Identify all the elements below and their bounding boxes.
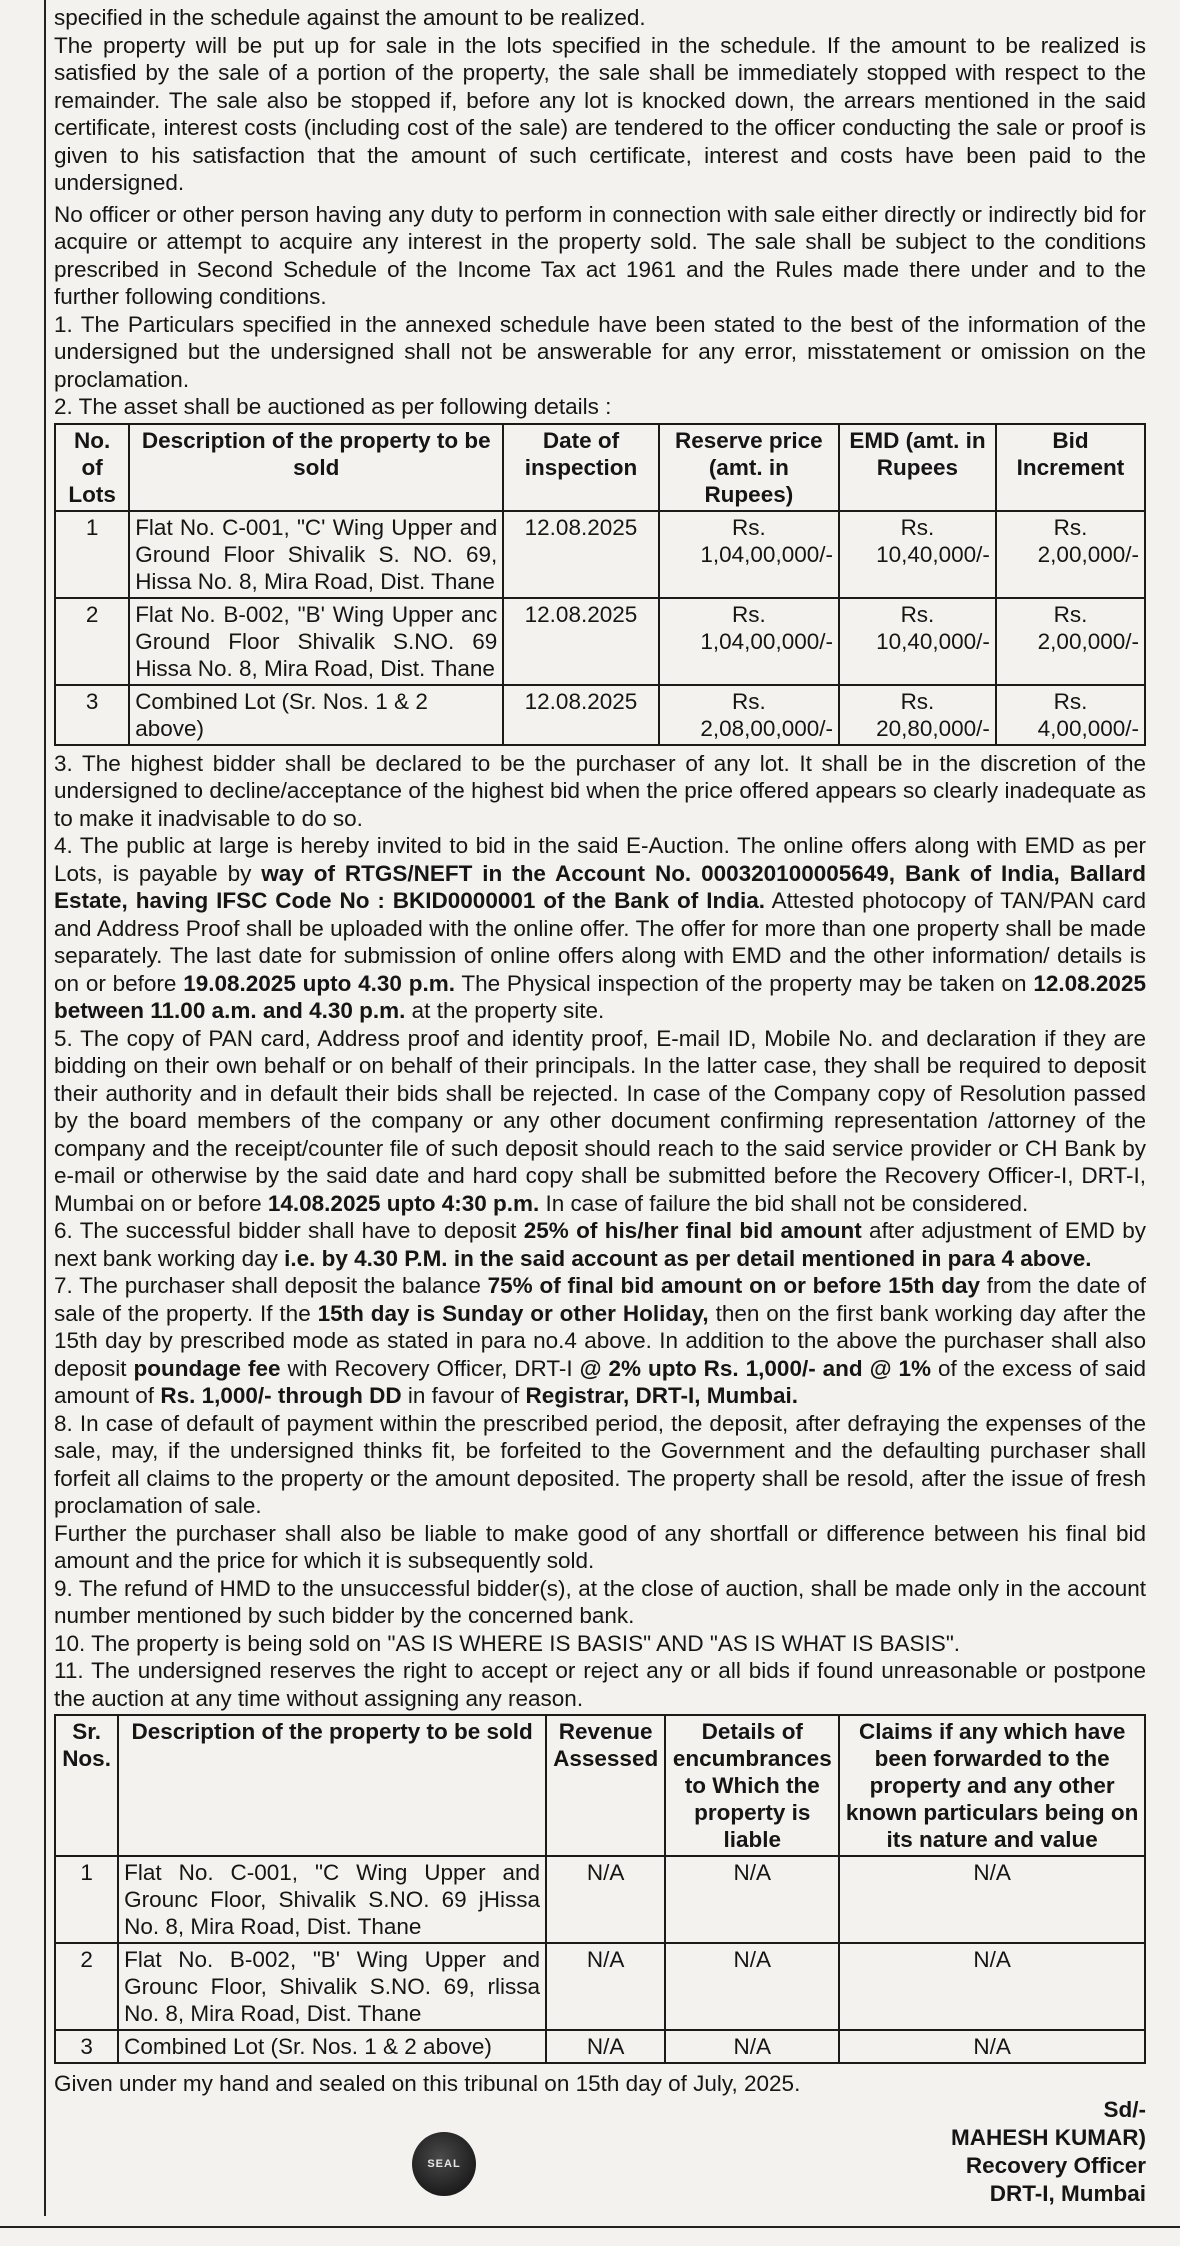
amount: 1,04,00,000/- (700, 541, 833, 567)
text: of the excess of said amount of (54, 1355, 1147, 1408)
auction-lots-table (54, 423, 1146, 746)
text: from the date of sale of the property. If the (54, 1273, 1146, 1326)
property-description: Flat No. C-001, "C Wing Upper and Grounc Floor, Shivalik S.NO. 69 jHissa No. 8, Mira Road, Dist. Thane (118, 1856, 546, 1943)
payee: Registrar, DRT-I, Mumbai. (525, 1383, 799, 1408)
balance-deposit: 75% of final bid amount on or before 15th day (487, 1273, 980, 1298)
lot-reserve-price (659, 511, 839, 598)
condition-9: 9. The refund of HMD to the unsuccessful bidder(s), at the close of auction, shall be made only in the account number mentioned by such bidder by the concerned bank. (54, 1575, 1146, 1628)
lot-bid-increment (996, 511, 1145, 598)
text: In case of failure the bid shall not be considered. (539, 1190, 1029, 1216)
lot-inspection-date: 12.08.2025 (503, 685, 658, 745)
lot-bid-increment (996, 685, 1145, 745)
claims-value: N/A (839, 1856, 1145, 1943)
officer-name: MAHESH KUMAR) (951, 2125, 1146, 2150)
bottom-border-rule (0, 2226, 1180, 2228)
text: 5. The copy of PAN card, Address proof and identity proof, E-mail ID, Mobile No. and declaration if they are bidding on their own behalf or on behalf of their principals. In the latter case, they shall be required to deposit their authority and in default their bids shall be rejected. In case of the Company copy of Resolution passed by the board members of the company or any other document confirming representation /attorney of the company and the receipt/counter file of such deposit should reach to the said service provider or CH Bank by e-mail or otherwise by the said date and hard copy shall be submitted before the Recovery Officer-I, DRT-I, Mumbai on or before (54, 1025, 1146, 1216)
currency-label: Rs. (1053, 688, 1088, 714)
condition-8-further: Further the purchaser shall also be liable to make good of any shortfall or difference between his final bid amount and the price for which it is subsequently sold. (54, 1520, 1146, 1573)
text: then on the first bank working day after the 15th day by prescribed mode as stated in para no.4 above. In addition to the above the purchaser shall also deposit (54, 1300, 1147, 1381)
currency-label: Rs. (900, 688, 935, 714)
header-emd: EMD (amt. in Rupees (839, 424, 996, 511)
amount: 2,00,000/- (1037, 628, 1139, 654)
text: after adjustment of EMD by next bank working day (54, 1218, 1146, 1271)
table-header-row (55, 424, 1145, 511)
condition-7 (54, 1272, 1146, 1410)
given-under-hand-line: Given under my hand and sealed on this tribunal on 15th day of July, 2025. (54, 2071, 801, 2096)
claims-value: N/A (839, 2030, 1145, 2063)
condition-10: 10. The property is being sold on "AS IS WHERE IS BASIS" AND "AS IS WHAT IS BASIS". (54, 1630, 961, 1656)
lot-description: Combined Lot (Sr. Nos. 1 & 2 above) (129, 685, 503, 745)
left-border-rule (44, 0, 46, 2216)
amount: 2,08,00,000/- (700, 715, 833, 741)
currency-label: Rs. (1053, 514, 1088, 540)
header-claims: Claims if any which have been forwarded to the property and any other known particulars being on its nature and value (839, 1715, 1145, 1856)
seal-stamp: SEAL (412, 2132, 476, 2196)
lot-description: Flat No. C-001, "C' Wing Upper and Ground Floor Shivalik S. NO. 69, Hissa No. 8, Mira Road, Dist. Thane (129, 511, 503, 598)
serial-number: 3 (55, 2030, 118, 2063)
currency-label: Rs. (1053, 601, 1088, 627)
header-date-of-inspection: Date of inspection (503, 424, 658, 511)
poundage-rate: @ 2% upto Rs. 1,000/- and @ 1% (579, 1355, 932, 1381)
signature-sd: Sd/- (1103, 2097, 1146, 2122)
bank-account-details: way of RTGS/NEFT in the Account No. 000320100005649, Bank of India, Ballard Estate, having IFSC Code No : BKID0000001 of the Bank of India. (54, 860, 1147, 913)
serial-number: 2 (55, 1943, 118, 2030)
lot-reserve-price (659, 685, 839, 745)
encumbrance-value: N/A (665, 1856, 839, 1943)
property-description: Flat No. B-002, "B' Wing Upper and Grounc Floor, Shivalik S.NO. 69, rlissa No. 8, Mira Road, Dist. Thane (118, 1943, 546, 2030)
text: Attested photocopy of TAN/PAN card and Address Proof shall be uploaded with the online offer. The offer for more than one property shall be made separately. The last date for submission of online offers along with EMD and the other information/ details is on or before (54, 888, 1146, 996)
amount: 1,04,00,000/- (700, 628, 833, 654)
lot-number: 2 (55, 598, 129, 685)
text: with Recovery Officer, DRT-I (280, 1355, 580, 1381)
header-description: Description of the property to be sold (129, 424, 503, 511)
header-description: Description of the property to be sold (118, 1715, 546, 1856)
condition-11: 11. The undersigned reserves the right to accept or reject any or all bids if found unreasonable or postpone the auction at any time without assigning any reason. (54, 1658, 1146, 1711)
amount: 2,00,000/- (1037, 541, 1139, 567)
condition-4 (54, 832, 1146, 1025)
text: at the property site. (405, 998, 605, 1023)
inspection-window: 12.08.2025 between 11.00 a.m. and 4.30 p.m. (54, 970, 1146, 1023)
intro-paragraph-no-officer: No officer or other person having any duty to perform in connection with sale either directly or indirectly bid for acquire or attempt to acquire any interest in the property sold. The sale shall be subject to the conditions prescribed in Second Schedule of the Income Tax act 1961 and the Rules made there under and to the further following conditions. (54, 201, 1146, 309)
condition-6 (54, 1217, 1146, 1272)
condition-1: 1. The Particulars specified in the annexed schedule have been stated to the best of the information of the undersigned but the undersigned shall not be answerable for any error, misstatement or omission on the proclamation. (54, 311, 1146, 392)
text: The Physical inspection of the property may be taken on (454, 970, 1034, 996)
header-sr-nos: Sr. Nos. (55, 1715, 118, 1856)
text: 4. The public at large is hereby invited to bid in the said E-Auction. The online offers along with EMD as per Lots, is payable by (54, 833, 1146, 886)
table-row (55, 1856, 1145, 1943)
dd-amount: Rs. 1,000/- through DD (160, 1383, 402, 1408)
officer-title: Recovery Officer (965, 2153, 1146, 2178)
currency-label: Rs. (900, 601, 935, 627)
text: in favour of (401, 1383, 526, 1408)
lot-number: 1 (55, 511, 129, 598)
header-encumbrances: Details of encumbrances to Which the property is liable (665, 1715, 839, 1856)
currency-label: Rs. (731, 514, 766, 540)
encumbrance-value: N/A (665, 2030, 839, 2063)
revenue-value: N/A (546, 1856, 665, 1943)
last-date: 19.08.2025 upto 4.30 p.m. (183, 970, 455, 996)
text: 6. The successful bidder shall have to deposit (54, 1218, 524, 1243)
table-header-row (55, 1715, 1145, 1856)
header-revenue-assessed: Revenue Assessed (546, 1715, 665, 1856)
lot-emd (839, 685, 996, 745)
header-reserve-price: Reserve price (amt. in Rupees) (659, 424, 839, 511)
condition-5 (54, 1025, 1146, 1218)
header-no-of-lots: No. of Lots (55, 424, 129, 511)
poundage-fee: poundage fee (133, 1355, 281, 1381)
lot-bid-increment (996, 598, 1145, 685)
currency-label: Rs. (731, 688, 766, 714)
currency-label: Rs. (900, 514, 935, 540)
table-row (55, 685, 1145, 745)
serial-number: 1 (55, 1856, 118, 1943)
intro-paragraph-sale-in-lots: The property will be put up for sale in the lots specified in the schedule. If the amount to be realized is satisfied by the sale of a portion of the property, the sale shall be immediately stopped with respect to the remainder. The sale also be stopped if, before any lot is knocked down, the arrears mentioned in the said certificate, interest costs (including cost of the sale) are tendered to the officer conducting the sale or proof is given to his satisfaction that the amount of such certificate, interest and costs have been paid to the undersigned. (54, 32, 1146, 195)
lot-description: Flat No. B-002, "B' Wing Upper anc Ground Floor Shivalik S.NO. 69 Hissa No. 8, Mira Road, Dist. Thane (129, 598, 503, 685)
condition-3: 3. The highest bidder shall be declared to be the purchaser of any lot. It shall be in the discretion of the undersigned to decline/acceptance of the highest bid when the price offered appears so clearly inadequate as to make it inadvisable to do so. (54, 750, 1146, 831)
intro-fragment: specified in the schedule against the amount to be realized. (54, 5, 646, 30)
claims-value: N/A (839, 1943, 1145, 2030)
amount: 10,40,000/- (876, 541, 990, 567)
amount: 20,80,000/- (876, 715, 990, 741)
signature-block (951, 2096, 1146, 2208)
table-row (55, 2030, 1145, 2063)
holiday-clause: 15th day is Sunday or other Holiday, (317, 1300, 709, 1326)
lot-reserve-price (659, 598, 839, 685)
text: 7. The purchaser shall deposit the balance (54, 1273, 488, 1298)
lot-inspection-date: 12.08.2025 (503, 511, 658, 598)
property-schedule-table (54, 1714, 1146, 2064)
table-row (55, 598, 1145, 685)
encumbrance-value: N/A (665, 1943, 839, 2030)
property-description: Combined Lot (Sr. Nos. 1 & 2 above) (118, 2030, 546, 2063)
hard-copy-deadline: 14.08.2025 upto 4:30 p.m. (267, 1190, 540, 1216)
deposit-percentage: 25% of his/her final bid amount (523, 1218, 862, 1243)
currency-label: Rs. (731, 601, 766, 627)
lot-inspection-date: 12.08.2025 (503, 598, 658, 685)
amount: 4,00,000/- (1037, 715, 1139, 741)
condition-2: 2. The asset shall be auctioned as per following details : (54, 394, 612, 419)
lot-number: 3 (55, 685, 129, 745)
lot-emd (839, 511, 996, 598)
deposit-deadline: i.e. by 4.30 P.M. in the said account as per detail mentioned in para 4 above. (284, 1245, 1092, 1271)
revenue-value: N/A (546, 1943, 665, 2030)
header-bid-increment: Bid Increment (996, 424, 1145, 511)
officer-office: DRT-I, Mumbai (989, 2181, 1146, 2206)
revenue-value: N/A (546, 2030, 665, 2063)
condition-8: 8. In case of default of payment within the prescribed period, the deposit, after defraying the expenses of the sale, may, if the undersigned thinks fit, be forfeited to the Government and the defaulting purchaser shall forfeit all claims to the property or the amount deposited. The property shall be resold, after the issue of fresh proclamation of sale. (54, 1410, 1146, 1518)
table-row (55, 511, 1145, 598)
amount: 10,40,000/- (876, 628, 990, 654)
table-row (55, 1943, 1145, 2030)
lot-emd (839, 598, 996, 685)
